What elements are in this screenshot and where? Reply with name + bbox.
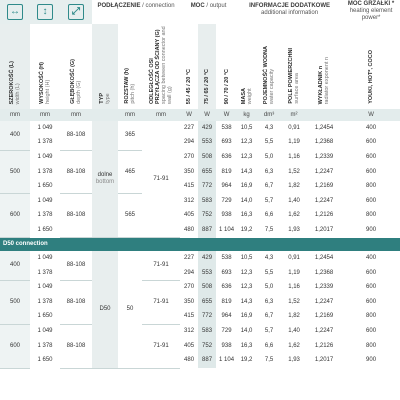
table-row: [0, 324, 400, 339]
table-row: [0, 280, 400, 295]
col-surface-header: POLE POWIERZCHNI surface area: [288, 48, 301, 104]
water-capacity-cell: 5,7: [264, 328, 274, 335]
d50-connection-rows: [0, 251, 400, 368]
weight-cell: 14,0: [240, 328, 253, 335]
info-group-en: additional information: [261, 10, 319, 16]
power-55-cell: 415: [184, 183, 195, 190]
water-capacity-cell: 4,3: [264, 124, 274, 131]
weight-cell: 14,3: [240, 298, 253, 305]
exponent-cell: 1,2454: [314, 255, 334, 262]
power-90-cell: 938: [221, 212, 232, 219]
height-arrows-icon: ↕: [37, 4, 53, 20]
height-cell: 1 049: [37, 328, 53, 335]
col-power-55-header: 55 / 45 / 20 °C: [186, 68, 193, 104]
type-cell: [92, 121, 118, 238]
col-pitch-header: ROZSTAW (h) pitch (h): [124, 68, 136, 104]
surface-area-cell: 1,93: [288, 357, 300, 364]
water-capacity-cell: 6,3: [264, 168, 274, 175]
height-cell: 1 049: [37, 124, 53, 131]
connection-group-en: / connection: [142, 3, 175, 9]
power-75-cell: 887: [198, 223, 216, 238]
width-arrows-icon: ↔: [7, 4, 23, 20]
heater-power-cell: 800: [366, 313, 377, 320]
power-75-cell: 752: [198, 339, 216, 354]
col-height-header: WYSOKOŚĆ (H) height (H): [39, 62, 51, 104]
info-group-header: [237, 0, 342, 24]
surface-area-cell: 1,52: [288, 298, 300, 305]
water-capacity-cell: 6,3: [264, 298, 274, 305]
water-capacity-cell: 6,6: [264, 342, 274, 349]
heater-power-cell: 600: [366, 139, 377, 146]
weight-cell: 19,2: [240, 226, 253, 233]
spacing-cell: 71-91: [142, 324, 180, 368]
unit-cell: m²: [282, 109, 306, 121]
power-55-cell: 294: [184, 139, 195, 146]
water-capacity-cell: 6,7: [264, 313, 274, 320]
table-row: [0, 121, 400, 136]
heater-power-cell: 900: [366, 226, 377, 233]
units-row: [0, 109, 400, 121]
power-90-cell: 729: [221, 197, 232, 204]
height-cell: 1 650: [37, 183, 53, 190]
power-55-cell: 480: [184, 357, 195, 364]
power-90-cell: 729: [221, 328, 232, 335]
depth-cell: 88-108: [60, 280, 92, 324]
section-divider: [0, 238, 400, 252]
water-capacity-cell: 5,0: [264, 284, 274, 291]
power-group-pl: MOC: [190, 3, 205, 9]
power-90-cell: 636: [221, 284, 232, 291]
surface-area-cell: 0,91: [288, 255, 300, 262]
height-cell: 1 650: [37, 226, 53, 233]
unit-cell: W: [342, 109, 400, 121]
power-75-cell: 772: [198, 310, 216, 325]
connection-group-pl: PODŁĄCZENIE: [97, 3, 141, 9]
power-55-cell: 312: [184, 197, 195, 204]
power-75-cell: 752: [198, 209, 216, 224]
water-capacity-cell: 5,7: [264, 197, 274, 204]
heater-power-cell: 600: [366, 284, 377, 291]
power-75-cell: 429: [198, 121, 216, 136]
heater-group-header: [342, 0, 400, 24]
exponent-cell: 1,2368: [314, 139, 334, 146]
surface-area-cell: 1,62: [288, 212, 300, 219]
pitch-cell: 465: [118, 150, 142, 194]
heater-power-cell: 400: [366, 124, 377, 131]
exponent-cell: 1,2126: [314, 342, 334, 349]
height-cell: 1 378: [37, 139, 53, 146]
power-55-cell: 405: [184, 212, 195, 219]
col-water-header: POJEMNOŚĆ WODNA water capacity: [263, 45, 276, 104]
width-cell: 600: [0, 194, 30, 238]
power-90-cell: 964: [221, 183, 232, 190]
heater-power-cell: 800: [366, 183, 377, 190]
unit-cell: W: [198, 109, 216, 121]
weight-cell: 10,5: [240, 255, 253, 262]
type-cell: D50: [92, 251, 118, 368]
heater-power-cell: 600: [366, 168, 377, 175]
exponent-cell: 1,2339: [314, 153, 334, 160]
weight-cell: 12,3: [240, 284, 253, 291]
unit-cell: [306, 109, 342, 121]
unit-cell: W: [216, 109, 237, 121]
power-90-cell: 1 104: [219, 357, 235, 364]
power-55-cell: 480: [184, 226, 195, 233]
exponent-cell: 1,2169: [314, 313, 334, 320]
surface-area-cell: 1,93: [288, 226, 300, 233]
water-capacity-cell: 7,5: [264, 357, 274, 364]
water-capacity-cell: 4,3: [264, 255, 274, 262]
power-75-cell: 508: [198, 280, 216, 295]
exponent-cell: 1,2247: [314, 197, 334, 204]
height-cell: 1 378: [37, 342, 53, 349]
width-cell: 400: [0, 121, 30, 150]
depth-cell: 88-108: [60, 150, 92, 194]
surface-area-cell: 1,52: [288, 168, 300, 175]
table-row: [0, 251, 400, 266]
exponent-cell: 1,2247: [314, 298, 334, 305]
surface-area-cell: 1,82: [288, 183, 300, 190]
col-weight-header: MASA weight: [240, 87, 253, 104]
col-power-90-header: 90 / 70 / 20 °C: [223, 68, 230, 104]
width-icon-cell: [0, 0, 30, 24]
weight-cell: 16,9: [240, 183, 253, 190]
power-90-cell: 693: [221, 139, 232, 146]
exponent-cell: 1,2247: [314, 328, 334, 335]
power-90-cell: 636: [221, 153, 232, 160]
height-cell: 1 378: [37, 269, 53, 276]
weight-cell: 12,3: [240, 139, 253, 146]
unit-cell: mm: [118, 109, 142, 121]
weight-cell: 14,0: [240, 197, 253, 204]
unit-cell: mm: [142, 109, 180, 121]
power-75-cell: 655: [198, 295, 216, 310]
heater-power-cell: 800: [366, 212, 377, 219]
weight-cell: 12,3: [240, 269, 253, 276]
unit-cell: W: [180, 109, 198, 121]
power-group-header: [180, 0, 237, 24]
power-group-en: / output: [206, 3, 227, 9]
power-90-cell: 819: [221, 298, 232, 305]
weight-cell: 12,3: [240, 153, 253, 160]
weight-cell: 14,3: [240, 168, 253, 175]
surface-area-cell: 1,40: [288, 328, 300, 335]
height-cell: 1 650: [37, 357, 53, 364]
spacing-cell: 71-91: [142, 251, 180, 280]
power-75-cell: 655: [198, 165, 216, 180]
weight-cell: 16,9: [240, 313, 253, 320]
power-55-cell: 415: [184, 313, 195, 320]
heater-power-cell: 900: [366, 357, 377, 364]
unit-cell: mm: [30, 109, 60, 121]
col-exponent-header: WYKŁADNIK n radiator exponent n: [318, 56, 331, 104]
power-75-cell: 553: [198, 266, 216, 281]
col-depth-header: GŁĘBOKOŚĆ (G) depth (G): [70, 59, 82, 104]
depth-cell: 88-108: [60, 194, 92, 238]
heater-group-en: heating element power*: [349, 8, 393, 21]
weight-cell: 10,5: [240, 124, 253, 131]
power-55-cell: 270: [184, 153, 195, 160]
pitch-cell: 365: [118, 121, 142, 150]
height-cell: 1 049: [37, 153, 53, 160]
power-55-cell: 350: [184, 168, 195, 175]
col-spacing-header: ODLEGŁOŚĆ OSI PRZYŁĄCZA OD ŚCIANY (G) spacing between connector and wall (g): [149, 26, 174, 104]
spacing-cell: 71-91: [142, 280, 180, 324]
power-75-cell: 583: [198, 324, 216, 339]
exponent-cell: 1,2454: [314, 124, 334, 131]
pitch-cell: 50: [118, 251, 142, 368]
depth-cell: 88-108: [60, 121, 92, 150]
width-cell: 500: [0, 280, 30, 324]
depth-diagonal-icon: ⤢: [68, 4, 84, 20]
heater-group-pl: MOC GRZAŁKI *: [347, 1, 395, 7]
weight-cell: 19,2: [240, 357, 253, 364]
spacing-cell: 71-91: [142, 121, 180, 238]
power-55-cell: 405: [184, 342, 195, 349]
col-power-75-header: 75 / 65 / 20 °C: [198, 24, 216, 109]
power-90-cell: 938: [221, 342, 232, 349]
weight-cell: 16,3: [240, 212, 253, 219]
power-90-cell: 538: [221, 255, 232, 262]
height-cell: 1 049: [37, 197, 53, 204]
power-55-cell: 270: [184, 284, 195, 291]
power-75-cell: 553: [198, 136, 216, 151]
water-capacity-cell: 5,5: [264, 139, 274, 146]
heater-power-cell: 800: [366, 342, 377, 349]
power-90-cell: 964: [221, 313, 232, 320]
power-75-cell: 887: [198, 353, 216, 368]
power-75-cell: 772: [198, 179, 216, 194]
power-55-cell: 312: [184, 328, 195, 335]
depth-cell: 88-108: [60, 251, 92, 280]
power-90-cell: 819: [221, 168, 232, 175]
width-cell: 500: [0, 150, 30, 194]
depth-cell: 88-108: [60, 324, 92, 368]
heater-power-cell: 600: [366, 269, 377, 276]
section-label: D50 connection: [0, 238, 400, 252]
col-width-header: SZEROKOŚĆ (L) width (L): [0, 24, 30, 109]
exponent-cell: 1,2017: [314, 357, 334, 364]
heater-power-cell: 600: [366, 197, 377, 204]
surface-area-cell: 1,62: [288, 342, 300, 349]
pitch-cell: 565: [118, 194, 142, 238]
unit-cell: mm: [0, 109, 30, 121]
height-icon-cell: [30, 0, 60, 24]
heater-power-cell: 600: [366, 328, 377, 335]
surface-area-cell: 1,82: [288, 313, 300, 320]
heater-power-cell: 600: [366, 153, 377, 160]
water-capacity-cell: 7,5: [264, 226, 274, 233]
surface-area-cell: 1,19: [288, 269, 300, 276]
surface-area-cell: 0,91: [288, 124, 300, 131]
heater-power-cell: 600: [366, 298, 377, 305]
col-heater-header: YOUKI, HOT*, COCO: [368, 50, 375, 104]
power-75-cell: 429: [198, 251, 216, 266]
height-cell: 1 378: [37, 298, 53, 305]
exponent-cell: 1,2169: [314, 183, 334, 190]
surface-area-cell: 1,40: [288, 197, 300, 204]
surface-area-cell: 1,16: [288, 153, 300, 160]
power-55-cell: 227: [184, 124, 195, 131]
type-pl: dolne: [97, 172, 113, 179]
surface-area-cell: 1,16: [288, 284, 300, 291]
connection-group-header: [92, 0, 180, 24]
power-75-cell: 508: [198, 150, 216, 165]
exponent-cell: 1,2339: [314, 284, 334, 291]
type-en: bottom: [95, 179, 115, 186]
unit-cell: mm: [60, 109, 92, 121]
bottom-connection-rows: [0, 121, 400, 238]
power-55-cell: 350: [184, 298, 195, 305]
water-capacity-cell: 6,6: [264, 212, 274, 219]
width-cell: 600: [0, 324, 30, 368]
heater-power-cell: 400: [366, 255, 377, 262]
table-row: [0, 194, 400, 209]
height-cell: 1 049: [37, 255, 53, 262]
unit-cell: dm³: [256, 109, 282, 121]
depth-icon-cell: [60, 0, 92, 24]
power-55-cell: 294: [184, 269, 195, 276]
height-cell: 1 378: [37, 212, 53, 219]
unit-cell: [92, 109, 118, 121]
height-cell: 1 049: [37, 284, 53, 291]
power-90-cell: 538: [221, 124, 232, 131]
weight-cell: 16,3: [240, 342, 253, 349]
height-cell: 1 650: [37, 313, 53, 320]
surface-area-cell: 1,19: [288, 139, 300, 146]
power-90-cell: 693: [221, 269, 232, 276]
power-90-cell: 1 104: [219, 226, 235, 233]
exponent-cell: 1,2247: [314, 168, 334, 175]
exponent-cell: 1,2017: [314, 226, 334, 233]
width-cell: 400: [0, 251, 30, 280]
power-75-cell: 583: [198, 194, 216, 209]
exponent-cell: 1,2126: [314, 212, 334, 219]
power-55-cell: 227: [184, 255, 195, 262]
info-group-pl: INFORMACJE DODATKOWE: [249, 3, 330, 9]
water-capacity-cell: 6,7: [264, 183, 274, 190]
water-capacity-cell: 5,5: [264, 269, 274, 276]
exponent-cell: 1,2368: [314, 269, 334, 276]
unit-cell: kg: [237, 109, 256, 121]
height-cell: 1 378: [37, 168, 53, 175]
table-row: [0, 150, 400, 165]
col-type-header: TYP type: [92, 24, 118, 109]
water-capacity-cell: 5,0: [264, 153, 274, 160]
